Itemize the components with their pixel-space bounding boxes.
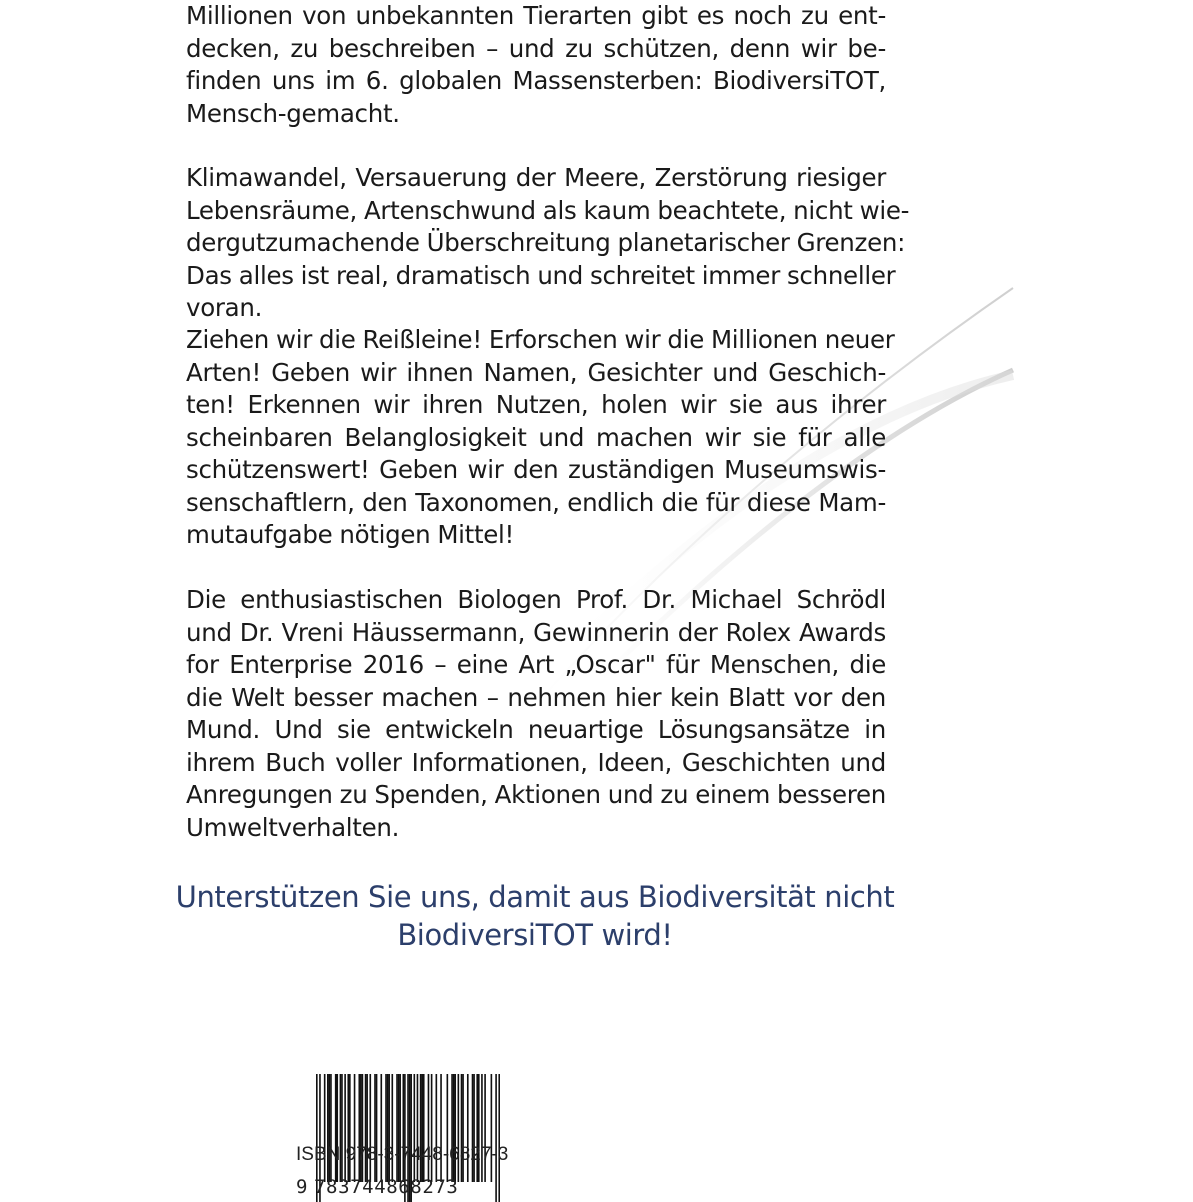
isbn-label: ISBN 978-3-7448-6827-3 xyxy=(296,1144,509,1165)
text-line: decken, zu beschreiben – und zu schützen, denn wir be- xyxy=(186,33,886,63)
text-line: dergutzumachende Überschreitung planetarischer Grenzen: xyxy=(186,228,906,257)
text-line: ten! Erkennen wir ihren Nutzen, holen wir sie aus ihrer xyxy=(186,390,886,419)
text-line: Die enthusiastischen Biologen Prof. Dr. Michael Schrödl xyxy=(186,585,886,614)
text-line: Arten! Geben wir ihnen Namen, Gesichter und Geschich- xyxy=(186,357,886,387)
text-line: die Welt besser machen – nehmen hier kein Blatt vor den xyxy=(186,682,886,712)
text-line: und Dr. Vreni Häussermann, Gewinnerin der Rolex Awards xyxy=(186,617,886,647)
text-line: for Enterprise 2016 – eine Art „Oscar" für Menschen, die xyxy=(186,650,886,679)
barcode-number: 783744868273 xyxy=(314,1176,459,1198)
call-to-action-line: Unterstützen Sie uns, damit aus Biodiversität nicht xyxy=(175,880,895,914)
text-line: Millionen von unbekannten Tierarten gibt es noch zu ent- xyxy=(186,1,886,30)
text-line: Umweltverhalten. xyxy=(186,812,400,842)
text-line: ihrem Buch voller Informationen, Ideen, Geschichten und xyxy=(186,747,886,777)
text-line: Lebensräume, Artenschwund als kaum beachtete, nicht wie- xyxy=(186,195,910,225)
paragraph-call-to-research xyxy=(186,324,895,552)
text-line: schützenswert! Geben wir den zuständigen Museumswis- xyxy=(186,455,886,484)
text-line: Das alles ist real, dramatisch und schreitet immer schneller xyxy=(186,260,896,290)
text-line: senschaftlern, den Taxonomen, endlich die für diese Mam- xyxy=(186,487,886,517)
text-line: Anregungen zu Spenden, Aktionen und zu einem besseren xyxy=(186,780,886,809)
paragraph-authors xyxy=(186,584,886,844)
text-line: Mensch-gemacht. xyxy=(186,98,400,128)
barcode-lead-digit: 9 xyxy=(296,1176,309,1198)
text-line: mutaufgabe nötigen Mittel! xyxy=(186,520,515,549)
paragraph-climate xyxy=(186,162,910,325)
text-line: voran. xyxy=(186,293,263,322)
text-line: Klimawandel, Versauerung der Meere, Zerstörung riesiger xyxy=(186,163,886,192)
text-line: Mund. Und sie entwickeln neuartige Lösungsansätze in xyxy=(186,715,886,744)
paragraph-intro xyxy=(186,0,886,130)
text-line: finden uns im 6. globalen Massensterben: BiodiversiTOT, xyxy=(186,66,886,95)
text-line: Ziehen wir die Reißleine! Erforschen wir die Millionen neuer xyxy=(186,325,895,354)
call-to-action-line: BiodiversiTOT wird! xyxy=(397,918,673,952)
barcode-digits xyxy=(296,1176,518,1198)
call-to-action-heading xyxy=(150,878,920,954)
text-line: scheinbaren Belanglosigkeit und machen wir sie für alle xyxy=(186,422,886,452)
